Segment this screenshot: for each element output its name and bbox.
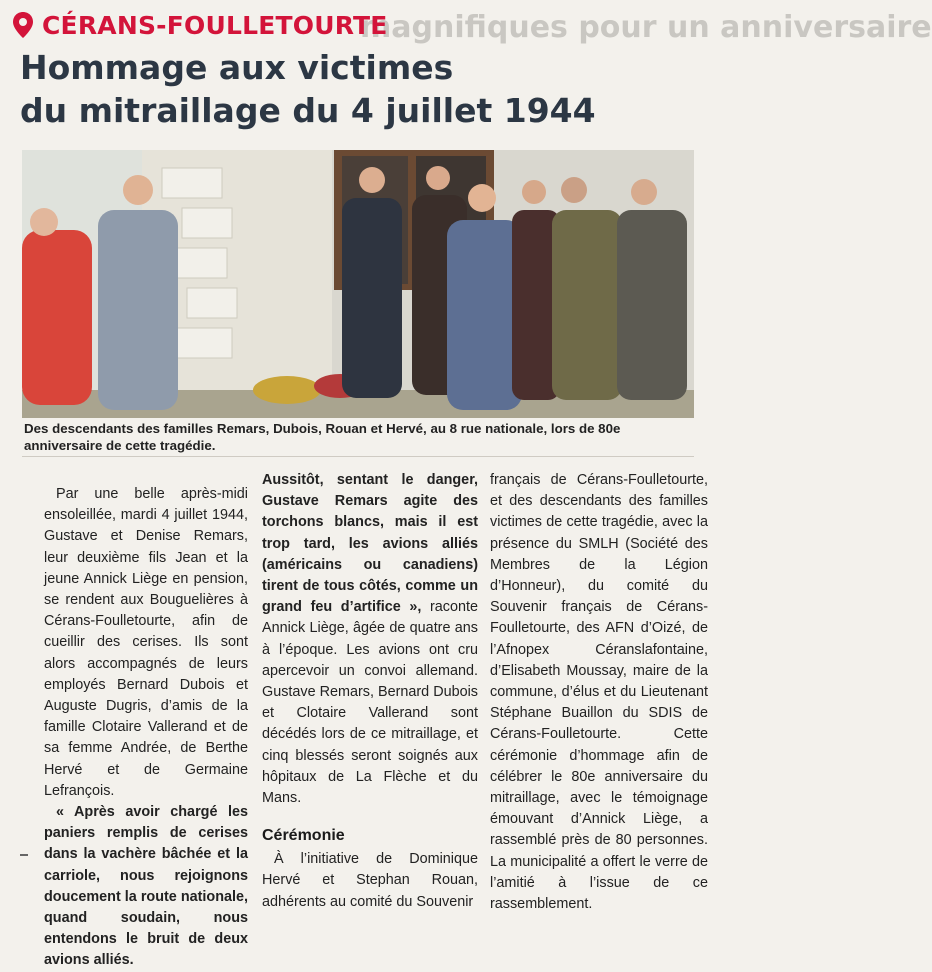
title-line-1: Hommage aux victimes [20, 48, 454, 87]
article-column-1 [44, 484, 248, 972]
paragraph: Par une belle après-midi ensoleillée, mardi 4 juillet 1944, Gustave et Denise Remars, leur deuxième fils Jean et la jeune Annick Liège en pension, se rendent aux Bouguelières à Cérans-Foulletourte, afin de cueillir des cerises. Ils sont alors accompagnés de leurs employés Bernard Dubois et Auguste Dugris, d’amis de la famille Clotaire Vallerand et de sa femme Andrée, de Berthe Hervé et de Germaine Lefrançois. [44, 486, 248, 799]
paragraph: français de Cérans-Foulletourte, et des descendants des familles victimes de cette tragédie, avec la présence du SMLH (Société des Membres de la Légion d’Honneur), du comité du Souvenir français de Cérans-Foulletourte, des AFN d’Oizé, de l’Afnopex Céranslafontaine, d’Elisabeth Moussay, maire de la commune, d’élus et du Lieutenant Stéphane Buaillon du SDIS de Cérans-Foulletourte. Cette cérémonie d’hommage afin de célébrer le 80e anniversaire du mitraillage, avec le témoignage émouvant d’Annick Liège, a rassemblé près de 80 personnes. La municipalité a offert le verre de l’amitié à l’issue de ce rassemblement. [490, 472, 708, 913]
margin-mark [20, 854, 28, 856]
paragraph [262, 470, 478, 809]
photo-caption: Des descendants des familles Remars, Dubois, Rouan et Hervé, au 8 rue nationale, lors de 80e anniversaire de cette tragédie. [24, 421, 621, 453]
paragraph: À l’initiative de Dominique Hervé et Stephan Rouan, adhérents au comité du Souvenir [262, 851, 478, 910]
article-column-2 [262, 470, 478, 913]
quote-paragraph: « Après avoir chargé les paniers remplis de cerises dans la vachère bâchée et la carriole, nous rejoignons doucement la route nationale, quand soudain, nous entendons le bruit de deux avions alliés. [44, 804, 248, 969]
section-heading: Cérémonie [262, 827, 345, 845]
article-title [20, 46, 600, 132]
article-column-3 [490, 470, 708, 915]
location-pin-icon [12, 11, 34, 39]
locality-name: CÉRANS-FOULLETOURTE [42, 10, 388, 40]
paragraph-text: raconte Annick Liège, âgée de quatre ans à l’époque. Les avions ont cru apercevoir un convoi allemand. Gustave Remars, Bernard Dubois et Clotaire Vallerand sont décédés lors de ce mitraillage, et cinq blessés seront soignés aux hôpitaux de La Flèche et du Mans. [262, 599, 479, 807]
locality-header [12, 8, 700, 42]
article-photo [22, 150, 694, 418]
title-line-2: du mitraillage du 4 juillet 1944 [20, 91, 596, 130]
reverse-side-bleed: magnifiques pour un anniversaire [360, 10, 932, 45]
quote-text: Aussitôt, sentant le danger, Gustave Remars agite des torchons blancs, mais il est trop tard, les avions alliés (américains ou canadiens) tirent de tous côtés, comme un grand feu d’artifice », [262, 472, 478, 616]
divider [22, 456, 694, 457]
